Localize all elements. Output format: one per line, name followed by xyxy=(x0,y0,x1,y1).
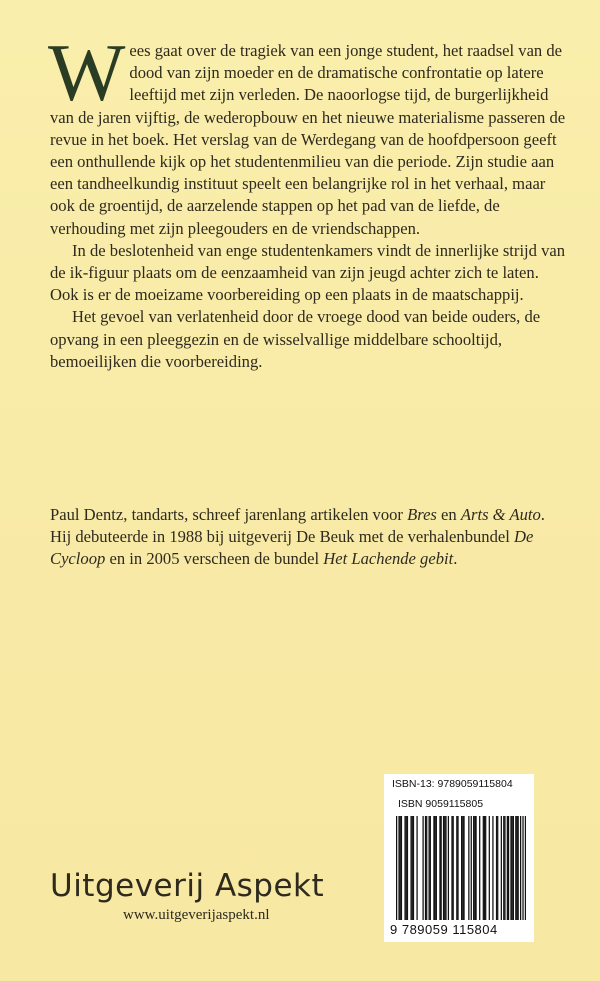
publisher-logo: Uitgeverij Aspekt xyxy=(50,868,325,904)
blurb-paragraph-3: Het gevoel van verlatenheid door de vroege dood van beide ouders, de opvang in een pleeggezin en de wisselvallige middelbare schooltijd, bemoeilijken die voorbereiding. xyxy=(50,307,541,371)
blurb-text xyxy=(48,27,570,373)
author-bio-paragraph xyxy=(50,504,570,571)
blurb-paragraph-2: In de beslotenheid van enge studentenkamers vindt de innerlijke strijd van de ik-figuur plaats om de eenzaamheid van zijn jeugd achter zich te laten. Ook is er de moeizame voorbereiding op een plaats in de maatschappij. xyxy=(50,240,566,305)
drop-cap-letter: W xyxy=(48,27,122,118)
bio-text-1: Paul Dentz, tandarts, schreef jarenlang artikelen voor xyxy=(50,505,408,524)
blurb-paragraph-1-text: ees gaat over de tragiek van een jonge student, het raadsel van de dood van zijn moeder en de dramatische confrontatie op latere leeftijd met zijn verleden. De naoorlogse tijd, de burgerlijkheid van de jaren vijftig, de wederopbouw en het nieuwe materialisme passeren de revue in het boek. Het verslag van de Werdegang van de hoofdpersoon geeft een onthullende kijk op het studentenmilieu van die periode. Zijn studie aan een tandheelkundig instituut speelt een belangrijke rol in het verhaal, maar ook de groentijd, de aarzelende stappen op het pad van de liefde, de verhouding met zijn pleegouders en de vriendschappen. xyxy=(50,41,566,238)
bio-text-5: . xyxy=(453,549,458,569)
bio-title-lachende-gebit: Het Lachende gebit xyxy=(323,549,454,569)
blurb-paragraph-1 xyxy=(48,27,570,240)
bio-text-2: en xyxy=(436,505,461,524)
author-bio xyxy=(50,504,570,571)
publisher-url: www.uitgeverijaspekt.nl xyxy=(123,907,270,923)
barcode-digits: 9 789059 115804 xyxy=(390,922,498,937)
bio-title-cycloop: De Cycloop xyxy=(50,527,534,569)
bio-text-4: en in 2005 verscheen de bundel xyxy=(105,549,324,569)
barcode-panel xyxy=(384,774,534,942)
bio-title-arts-auto: Arts & Auto xyxy=(460,505,541,524)
bio-text-3: . Hij debuteerde in 1988 bij uitgeverij De Beuk met de verhalenbundel xyxy=(50,505,545,547)
isbn10-label: ISBN 9059115805 xyxy=(398,798,484,810)
bio-title-bres: Bres xyxy=(407,505,437,524)
barcode-bars-icon xyxy=(396,816,526,920)
isbn13-label: ISBN-13: 9789059115804 xyxy=(392,778,513,790)
